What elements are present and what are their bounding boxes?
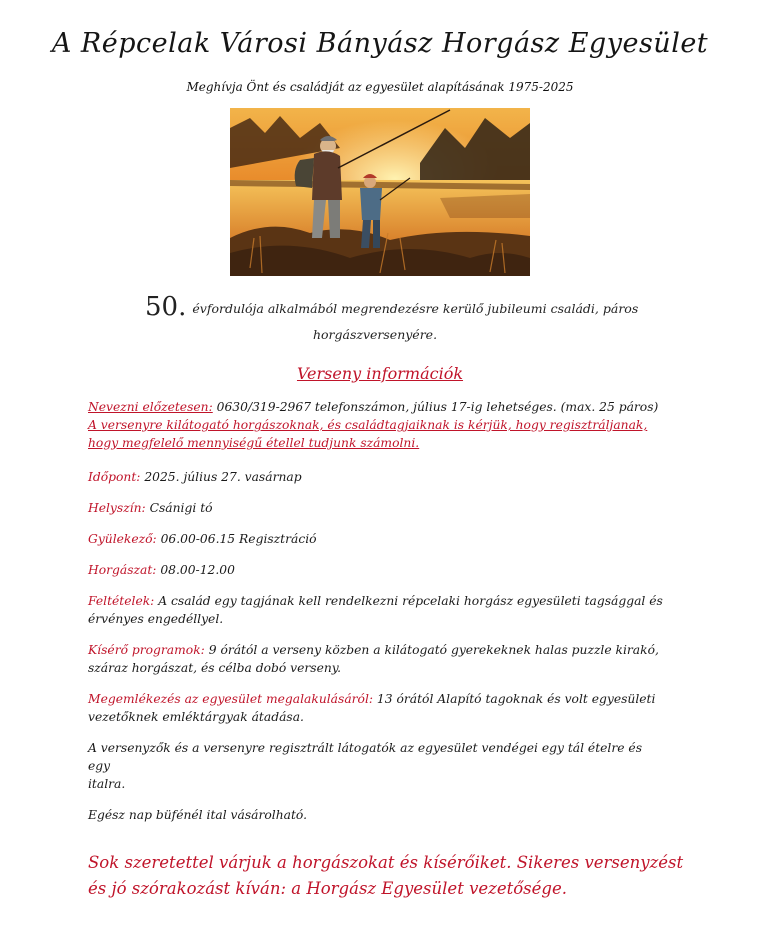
detail-location	[88, 499, 668, 517]
guests-paragraph	[88, 739, 668, 793]
anniversary-number: 50.	[145, 292, 187, 322]
anniversary-text	[145, 294, 645, 348]
registration-note-line-2: hogy megfelelő mennyiségű étellel tudjunk számolni.	[88, 436, 420, 450]
registration-note-line-1: A versenyre kilátogató horgászoknak, és családtagjaiknak is kérjük, hogy regisztráljanak,	[88, 418, 648, 432]
registration-label: Nevezni előzetesen:	[88, 400, 213, 414]
detail-gathering	[88, 530, 668, 548]
conditions-paragraph	[88, 592, 668, 628]
anniversary-line-1: évfordulója alkalmából megrendezésre kerülő jubileumi családi, páros	[192, 301, 639, 316]
closing-message	[88, 850, 688, 902]
programs-line-2: száraz horgászat, és célba dobó verseny.	[88, 661, 341, 675]
detail-label: Helyszín:	[88, 501, 146, 515]
detail-label: Horgászat:	[88, 563, 157, 577]
info-heading: Verseny információk	[296, 364, 464, 383]
detail-date	[88, 468, 668, 486]
detail-label: Időpont:	[88, 470, 141, 484]
buffet-text: Egész nap büfénél ital vásárolható.	[88, 808, 307, 822]
programs-line-1: 9 órától a verseny közben a kilátogató gyerekeknek halas puzzle kirakó,	[204, 643, 659, 657]
guests-line-2: italra.	[88, 777, 126, 791]
memorial-line-2: vezetőknek emléktárgyak átadása.	[88, 710, 304, 724]
memorial-line-1: 13 órától Alapító tagoknak és volt egyesületi	[373, 692, 656, 706]
detail-label: Gyülekező:	[88, 532, 157, 546]
conditions-line-2: érvényes engedéllyel.	[88, 612, 224, 626]
programs-paragraph	[88, 641, 668, 677]
registration-paragraph	[88, 398, 668, 452]
conditions-label: Feltételek:	[88, 594, 155, 608]
anniversary-line-2: horgászversenyére.	[312, 327, 438, 342]
fishing-painting	[230, 108, 530, 276]
detail-value: 06.00-06.15 Regisztráció	[156, 532, 317, 546]
detail-value: Csánigi tó	[145, 501, 213, 515]
memorial-paragraph	[88, 690, 668, 726]
page-title: A Répcelak Városi Bányász Horgász Egyesület	[51, 28, 709, 59]
detail-value: 08.00-12.00	[156, 563, 235, 577]
info-section	[88, 398, 668, 824]
detail-value: 2025. július 27. vasárnap	[140, 470, 302, 484]
registration-text: 0630/319-2967 telefonszámon, július 17-ig lehetséges. (max. 25 páros)	[212, 400, 659, 414]
detail-fishing	[88, 561, 668, 579]
conditions-line-1: A család egy tagjának kell rendelkezni répcelaki horgász egyesületi tagsággal és	[154, 594, 663, 608]
closing-line-1: Sok szeretettel várjuk a horgászokat és kísérőiket. Sikeres versenyzést	[88, 853, 684, 872]
guests-line-1: A versenyzők és a versenyre regisztrált látogatók az egyesület vendégei egy tál ételre és egy	[88, 741, 643, 773]
invitation-subtitle: Meghívja Önt és családját az egyesület alapításának 1975-2025	[186, 80, 574, 94]
memorial-label: Megemlékezés az egyesület megalakulásáról:	[88, 692, 374, 706]
closing-line-2: és jó szórakozást kíván: a Horgász Egyesület vezetősége.	[88, 879, 567, 898]
programs-label: Kísérő programok:	[88, 643, 205, 657]
